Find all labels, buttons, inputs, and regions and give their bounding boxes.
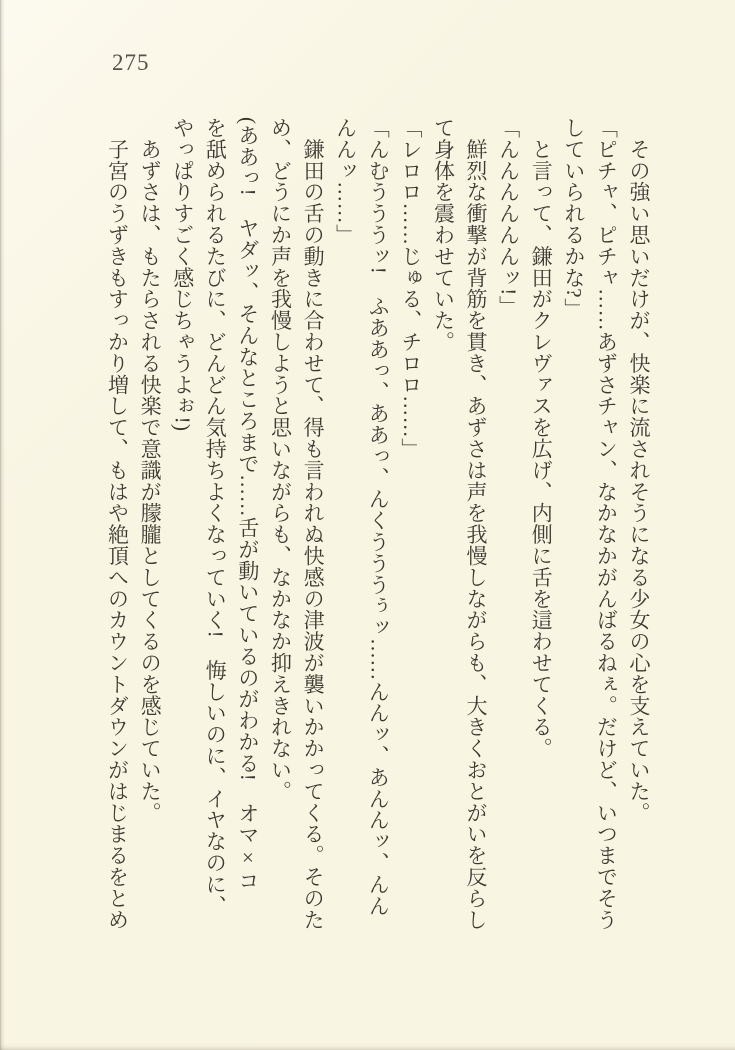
- text-line: やっぱりすごく感じちゃうよぉ!): [170, 117, 195, 432]
- text-line: 鎌田の舌の動きに合わせて、得も言われぬ快感の津波が襲いかかってくる。そのた: [301, 117, 326, 931]
- text-line: んんッ……」: [333, 117, 358, 246]
- text-line: 鮮烈な衝撃が背筋を貫き、あずさは声を我慢しながらも、大きくおとがいを反らし: [464, 117, 489, 931]
- text-line: 「んむうううッ! ふああっ、ああっ、んくうううぅッ……んんッ、あんんッ、んん: [366, 117, 391, 917]
- text-line: 「んんんんんんッ!」: [496, 117, 521, 317]
- text-line: と言って、鎌田がクレヴァスを広げ、内側に舌を這わせてくる。: [529, 117, 554, 759]
- text-line: 「レロロ……じゅる、チロロ……」: [398, 117, 423, 460]
- text-line: していられるかな?」: [561, 117, 586, 320]
- text-line: て身体を震わせていた。: [431, 117, 456, 353]
- text-line: め、どうにか声を我慢しようと思いながらも、なかなか抑えきれない。: [268, 117, 293, 802]
- text-line: 子宮のうずきもすっかり増して、もはや絶頂へのカウントダウンがはじまるをとめ: [105, 117, 130, 931]
- text-line: を舐められるたびに、どんどん気持ちよくなっていく! 悔しいのに、イヤなのに、: [203, 117, 228, 917]
- page-number: 275: [112, 50, 150, 75]
- text-line: 「ピチャ、ピチャ……あずさチャン、なかなかがんばるねぇ。だけど、いつまでそう: [594, 117, 619, 931]
- text-line: その強い思いだけが、快楽に流されそうになる少女の心を支えていた。: [627, 117, 651, 824]
- text-line: (ああっ! ヤダッ、そんなところまで……舌が動いているのがわかる! オマ×コ: [235, 117, 260, 892]
- text-line: あずさは、もたらされる快楽で意識が朦朧としてくるのを感じていた。: [138, 117, 163, 824]
- text-columns: [101, 117, 655, 932]
